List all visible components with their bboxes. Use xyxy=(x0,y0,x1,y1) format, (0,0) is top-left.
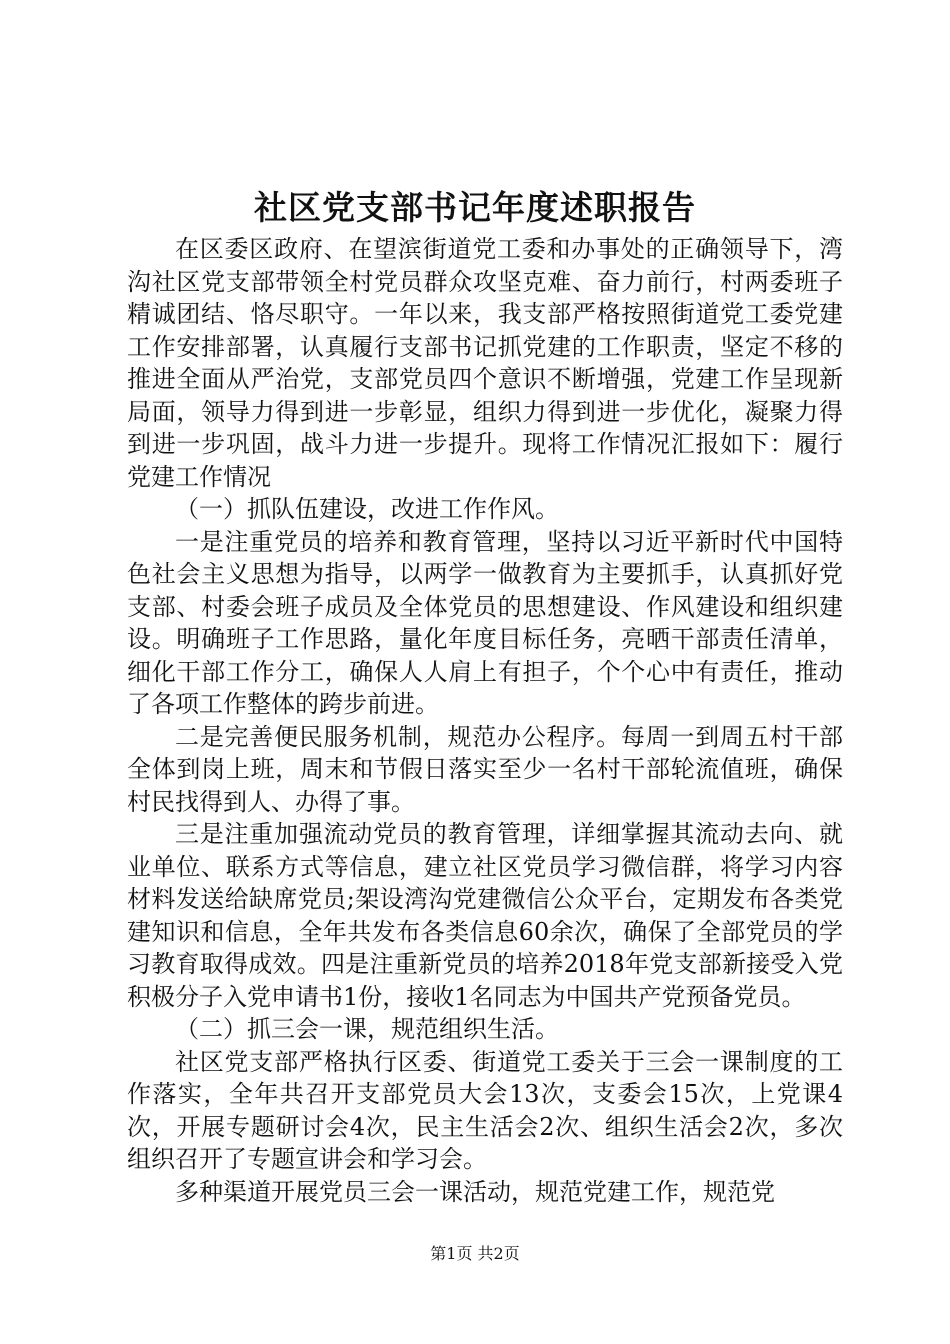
paragraph-intro: 在区委区政府、在望滨街道党工委和办事处的正确领导下，湾沟社区党支部带领全村党员群众攻坚克难、奋力前行，村两委班子精诚团结、恪尽职守。一年以来，我支部严格按照街道党工委党建工作安排部署，认真履行支部书记抓党建的工作职责，坚定不移的推进全面从严治党，支部党员四个意识不断增强，党建工作呈现新局面，领导力得到进一步彰显，组织力得到进一步优化，凝聚力得到进一步巩固，战斗力进一步提升。现将工作情况汇报如下：履行党建工作情况 xyxy=(127,235,843,491)
page-footer: 第1页 共2页 xyxy=(430,1244,520,1263)
section-heading-2: （二）抓三会一课，规范组织生活。 xyxy=(175,1015,559,1043)
paragraph-item-1: 一是注重党员的培养和教育管理，坚持以习近平新时代中国特色社会主义思想为指导，以两学一做教育为主要抓手，认真抓好党支部、村委会班子成员及全体党员的思想建设、作风建设和组织建设。明确班子工作思路，量化年度目标任务，亮晒干部责任清单，细化干部工作分工，确保人人肩上有担子，个个心中有责任，推动了各项工作整体的跨步前进。 xyxy=(127,527,843,718)
paragraph-meetings: 社区党支部严格执行区委、街道党工委关于三会一课制度的工作落实，全年共召开支部党员大会13次，支委会15次，上党课4次，开展专题研讨会4次，民主生活会2次、组织生活会2次，多次组织召开了专题宣讲会和学习会。 xyxy=(127,1047,843,1173)
document-body xyxy=(127,233,843,1208)
document-title: 社区党支部书记年度述职报告 xyxy=(254,188,696,227)
paragraph-item-3: 三是注重加强流动党员的教育管理，详细掌握其流动去向、就业单位、联系方式等信息，建立社区党员学习微信群，将学习内容材料发送给缺席党员;架设湾沟党建微信公众平台，定期发布各类党建知识和信息，全年共发布各类信息60余次，确保了全部党员的学习教育取得成效。四是注重新党员的培养2018年党支部新接受入党积极分子入党申请书1份，接收1名同志为中国共产党预备党员。 xyxy=(127,820,843,1011)
section-heading-1: （一）抓队伍建设，改进工作作风。 xyxy=(175,495,559,523)
paragraph-continued: 多种渠道开展党员三会一课活动，规范党建工作，规范党 xyxy=(175,1177,775,1206)
paragraph-item-2: 二是完善便民服务机制，规范办公程序。每周一到周五村干部全体到岗上班，周末和节假日落实至少一名村干部轮流值班，确保村民找得到人、办得了事。 xyxy=(127,722,843,816)
